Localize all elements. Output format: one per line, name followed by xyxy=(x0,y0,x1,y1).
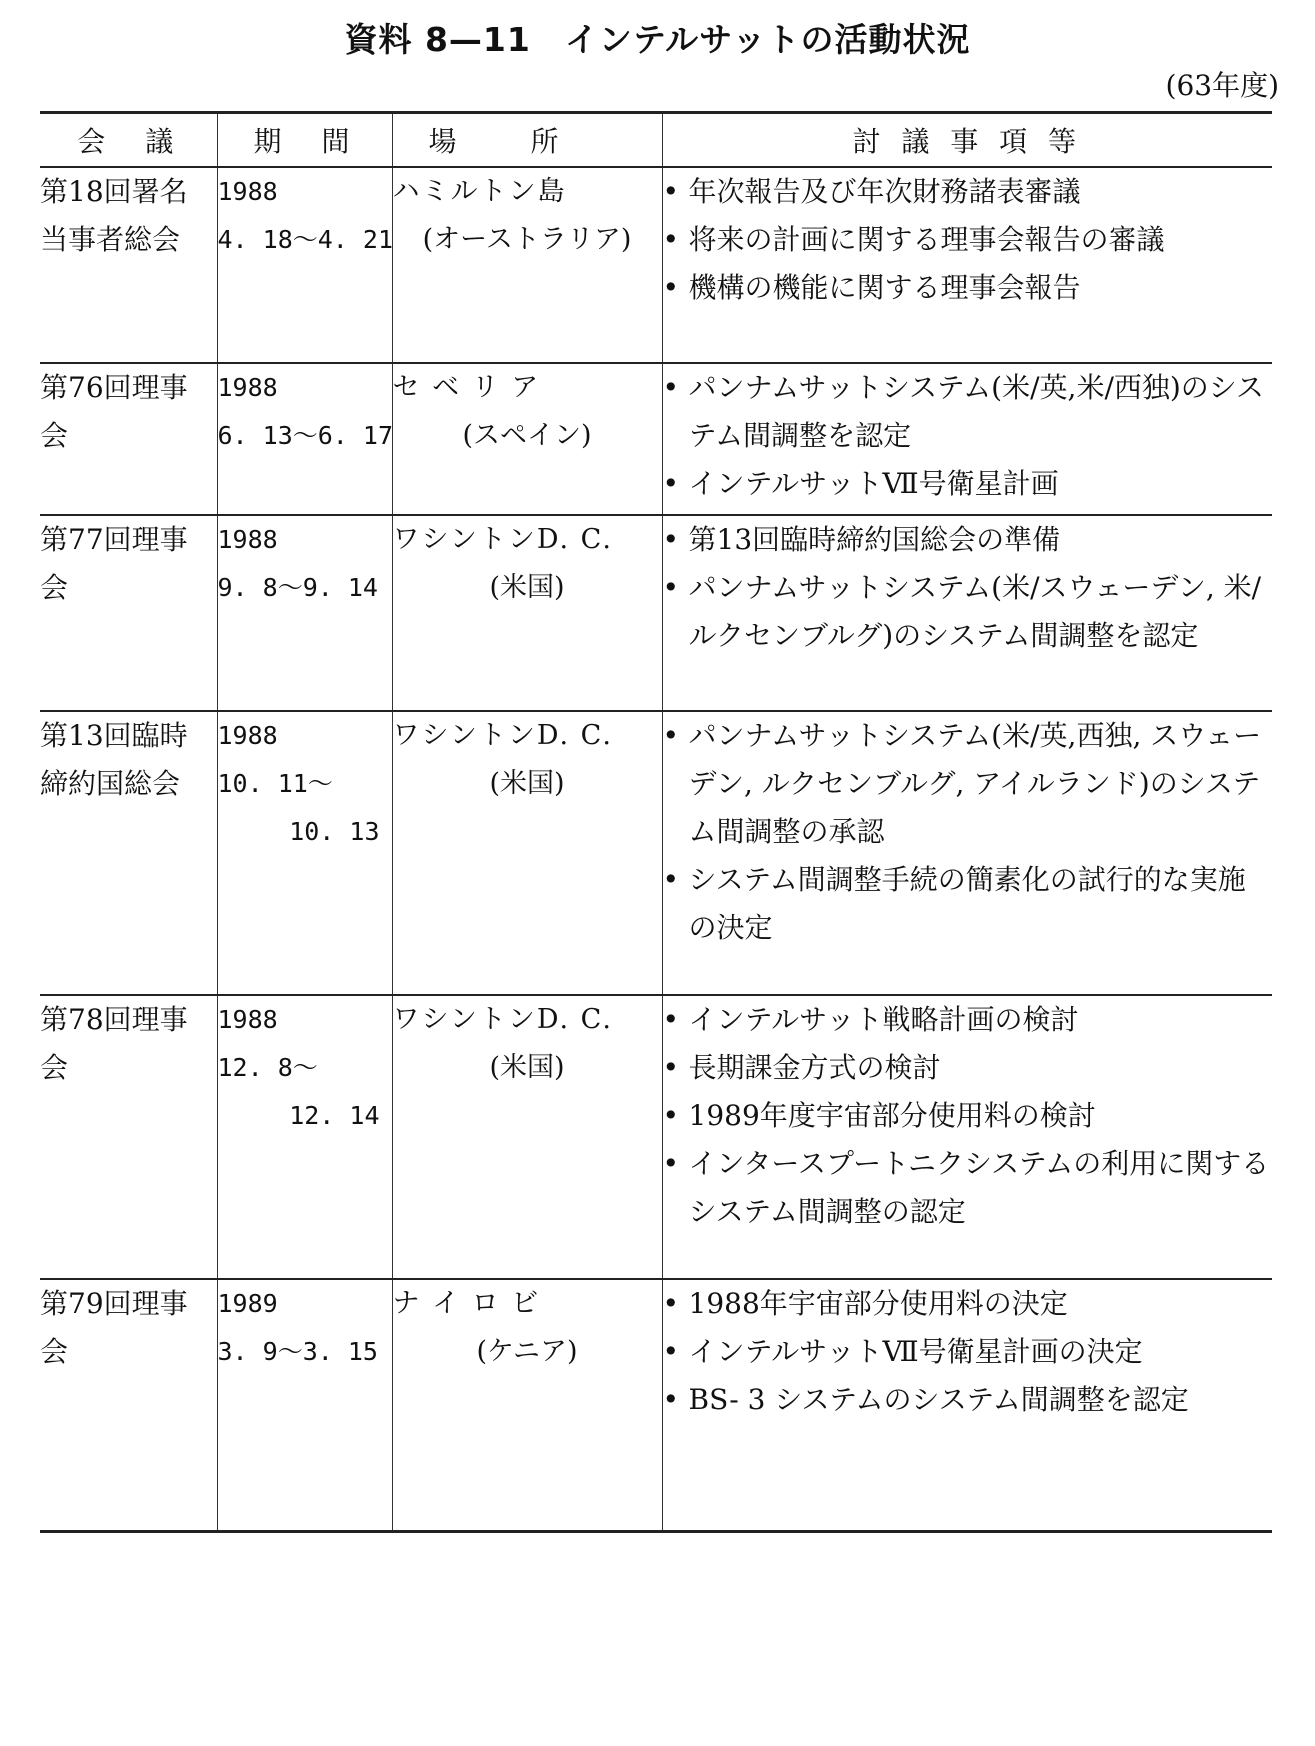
period-range: 3. 9〜3. 15 xyxy=(217,1337,378,1366)
table-row xyxy=(40,711,1272,995)
period-year: 1988 xyxy=(217,1005,278,1034)
place-cell xyxy=(392,995,662,1279)
list-item: • インタースプートニクシステムの利用に関するシステム間調整の認定 xyxy=(663,1140,1273,1236)
list-item: • 1988年宇宙部分使用料の決定 xyxy=(663,1280,1273,1328)
items-cell xyxy=(662,363,1272,515)
period-year: 1988 xyxy=(217,721,278,750)
table-row xyxy=(40,1279,1272,1531)
list-item: • 第13回臨時締約国総会の準備 xyxy=(663,516,1273,564)
list-item: • パンナムサットシステム(米/英,西独, スウェーデン, ルクセンブルグ, アイルランド)のシステム間調整の承認 xyxy=(663,712,1273,856)
place-country: (米国) xyxy=(489,572,565,603)
place-country: (米国) xyxy=(489,768,565,799)
period-end: 12. 14 xyxy=(289,1101,380,1130)
place-name: ワシントンD. C. xyxy=(392,524,613,555)
list-item: • パンナムサットシステム(米/英,米/西独)のシステム間調整を認定 xyxy=(663,364,1273,460)
items-cell xyxy=(662,711,1272,995)
period-cell xyxy=(217,167,392,363)
period-range: 10. 11〜 xyxy=(217,769,333,798)
meeting-name: 第13回臨時 締約国総会 xyxy=(40,711,217,995)
list-item: • インテルサットⅦ号衛星計画 xyxy=(663,460,1273,508)
list-item: • 年次報告及び年次財務諸表審議 xyxy=(663,168,1273,216)
list-item: • システム間調整手続の簡素化の試行的な実施の決定 xyxy=(663,856,1273,952)
table-row xyxy=(40,995,1272,1279)
meeting-name: 第78回理事 会 xyxy=(40,995,217,1279)
place-cell xyxy=(392,167,662,363)
header-items: 討 議 事 項 等 xyxy=(662,113,1272,168)
fiscal-year-note: (63年度) xyxy=(1165,69,1279,102)
list-item: • パンナムサットシステム(米/スウェーデン, 米/ルクセンブルグ)のシステム間調整を認定 xyxy=(663,564,1273,660)
table-row xyxy=(40,363,1272,515)
period-year: 1988 xyxy=(217,373,278,402)
place-name: ワシントンD. C. xyxy=(392,720,613,751)
period-year: 1988 xyxy=(217,177,278,206)
period-cell xyxy=(217,995,392,1279)
meeting-name: 第77回理事 会 xyxy=(40,515,217,711)
table-row xyxy=(40,167,1272,363)
list-item: • インテルサット戦略計画の検討 xyxy=(663,996,1273,1044)
period-cell xyxy=(217,363,392,515)
place-name: ナ イ ロ ビ xyxy=(392,1288,541,1319)
list-item: • 機構の機能に関する理事会報告 xyxy=(663,264,1273,312)
header-place: 場 所 xyxy=(392,113,662,168)
list-item: • BS- 3 システムのシステム間調整を認定 xyxy=(663,1376,1273,1424)
header-meeting: 会 議 xyxy=(40,113,217,168)
meeting-name: 第18回署名 当事者総会 xyxy=(40,167,217,363)
list-item: • 長期課金方式の検討 xyxy=(663,1044,1273,1092)
place-cell xyxy=(392,1279,662,1531)
period-range: 12. 8〜 xyxy=(217,1053,318,1082)
period-cell xyxy=(217,515,392,711)
items-cell xyxy=(662,1279,1272,1531)
meeting-name: 第76回理事 会 xyxy=(40,363,217,515)
items-cell xyxy=(662,515,1272,711)
place-name: ワシントンD. C. xyxy=(392,1004,613,1035)
list-item: • 1989年度宇宙部分使用料の検討 xyxy=(663,1092,1273,1140)
header-period: 期 間 xyxy=(217,113,392,168)
place-cell xyxy=(392,711,662,995)
period-year: 1989 xyxy=(217,1289,278,1318)
place-country: (ケニア) xyxy=(476,1336,578,1367)
meeting-name: 第79回理事 会 xyxy=(40,1279,217,1531)
place-name: ハミルトン島 xyxy=(392,176,567,207)
list-item: • 将来の計画に関する理事会報告の審議 xyxy=(663,216,1273,264)
period-range: 4. 18〜4. 21 xyxy=(217,225,394,254)
period-cell xyxy=(217,711,392,995)
activity-table xyxy=(40,111,1272,1533)
header-row xyxy=(40,113,1272,168)
document-title: 資料 8—11 インテルサットの活動状況 xyxy=(344,20,971,59)
place-cell xyxy=(392,363,662,515)
period-year: 1988 xyxy=(217,525,278,554)
place-country: (オーストラリア) xyxy=(422,224,632,255)
place-name: セ ベ リ ア xyxy=(392,372,541,403)
place-country: (米国) xyxy=(489,1052,565,1083)
items-cell xyxy=(662,167,1272,363)
table-row xyxy=(40,515,1272,711)
list-item: • インテルサットⅦ号衛星計画の決定 xyxy=(663,1328,1273,1376)
place-cell xyxy=(392,515,662,711)
period-range: 9. 8〜9. 14 xyxy=(217,573,378,602)
period-end: 10. 13 xyxy=(289,817,380,846)
period-cell xyxy=(217,1279,392,1531)
period-range: 6. 13〜6. 17 xyxy=(217,421,394,450)
place-country: (スペイン) xyxy=(462,420,592,451)
items-cell xyxy=(662,995,1272,1279)
